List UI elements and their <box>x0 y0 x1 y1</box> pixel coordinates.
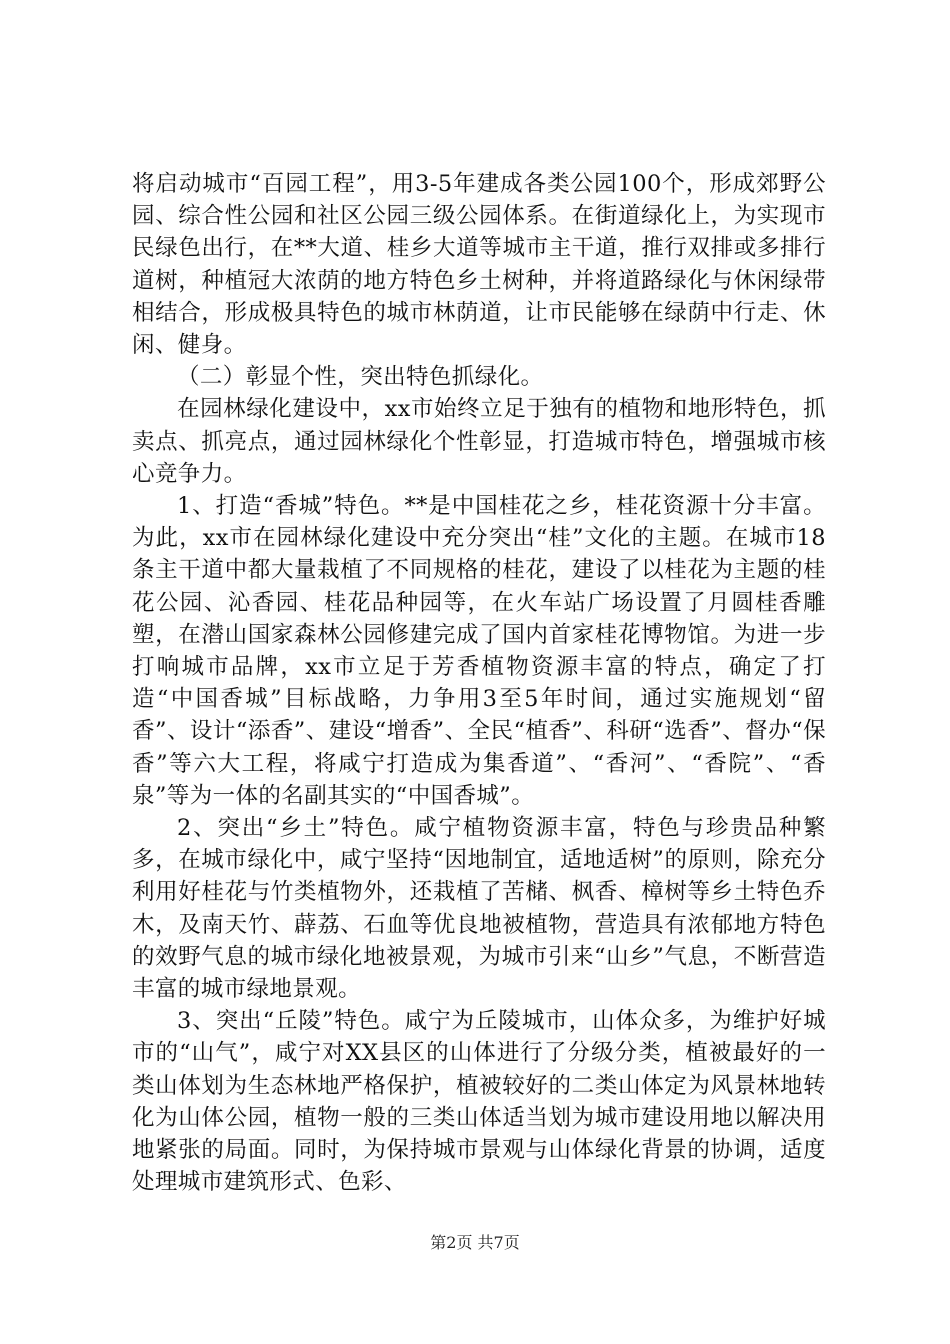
page-footer <box>0 1233 950 1253</box>
document-body <box>132 168 826 1199</box>
paragraph-intro: 在园林绿化建设中，xx市始终立足于独有的植物和地形特色，抓卖点、抓亮点，通过园林绿化个性彰显，打造城市特色，增强城市核心竞争力。 <box>132 396 826 487</box>
section-heading: （二）彰显个性，突出特色抓绿化。 <box>177 364 544 391</box>
page-number: 第2页 共7页 <box>430 1233 520 1252</box>
paragraph-item-2: 2、突出“乡土”特色。咸宁植物资源丰富，特色与珍贵品种繁多，在城市绿化中，咸宁坚持“因地制宜，适地适树”的原则，除充分利用好桂花与竹类植物外，还栽植了苦槠、枫香、樟树等乡土特色乔木，及南天竹、薜荔、石血等优良地被植物，营造具有浓郁地方特色的效野气息的城市绿化地被景观，为城市引来“山乡”气息，不断营造丰富的城市绿地景观。 <box>132 815 826 1003</box>
paragraph-item-1: 1、打造“香城”特色。**是中国桂花之乡，桂花资源十分丰富。为此，xx市在园林绿化建设中充分突出“桂”文化的主题。在城市18条主干道中都大量栽植了不同规格的桂花，建设了以桂花为主题的桂花公园、沁香园、桂花品种园等，在火车站广场设置了月圆桂香雕塑，在潜山国家森林公园修建完成了国内首家桂花博物馆。为进一步打响城市品牌，xx市立足于芳香植物资源丰富的特点，确定了打造“中国香城”目标战略，力争用3至5年时间，通过实施规划“留香”、设计“添香”、建设“增香”、全民“植香”、科研“选香”、督办“保香”等六大工程，将咸宁打造成为集香道”、“香河”、“香院”、“香泉”等为一体的名副其实的“中国香城”。 <box>132 493 826 809</box>
paragraph-continuation: 将启动城市“百园工程”，用3-5年建成各类公园100个，形成郊野公园、综合性公园和社区公园三级公园体系。在街道绿化上，为实现市民绿色出行，在**大道、桂乡大道等城市主干道，推行双排或多排行道树，种植冠大浓荫的地方特色乡土树种，并将道路绿化与休闲绿带相结合，形成极具特色的城市林荫道，让市民能够在绿荫中行走、休闲、健身。 <box>132 171 826 359</box>
paragraph-item-3: 3、突出“丘陵”特色。咸宁为丘陵城市，山体众多，为维护好城市的“山气”，咸宁对XX县区的山体进行了分级分类，植被最好的一类山体划为生态林地严格保护，植被较好的二类山体定为风景林地转化为山体公园，植物一般的三类山体适当划为城市建设用地以解决用地紧张的局面。同时，为保持城市景观与山体绿化背景的协调，适度处理城市建筑形式、色彩、 <box>132 1008 826 1196</box>
